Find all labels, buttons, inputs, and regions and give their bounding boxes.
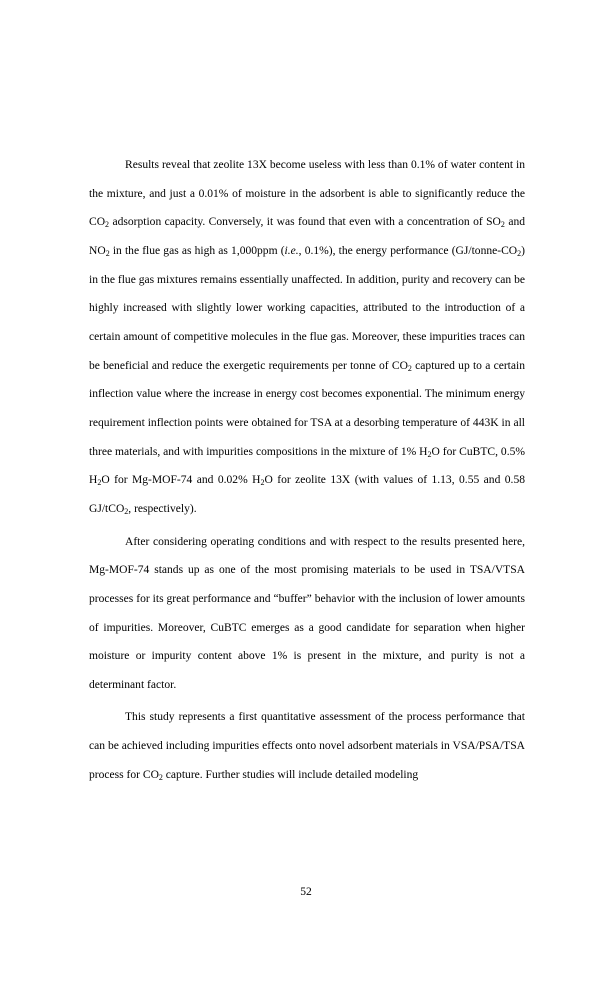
subscript: 2 (500, 220, 505, 230)
subscript: 2 (105, 220, 110, 230)
subscript: 2 (158, 772, 163, 782)
italic-text: i.e. (284, 244, 299, 257)
subscript: 2 (97, 478, 102, 488)
subscript: 2 (407, 363, 412, 373)
paragraph-conclusions: After considering operating conditions and with respect to the results presented here, Mg-MOF-74 stands up as one of the most promising materials to be used in TSA/VTSA processes for its great performance and “buffer” behavior with the inclusion of lower amounts of impurities. Moreover, CuBTC emerges as a good candidate for separation when higher moisture or impurity content above 1% is present in the mixture, and purity is not a determinant factor. (89, 535, 525, 691)
subscript: 2 (124, 506, 129, 516)
page-number: 52 (300, 886, 312, 898)
paragraph-outlook: This study represents a first quantitative assessment of the process performance that can be achieved including impurities effects onto novel adsorbent materials in VSA/PSA/TSA process for $CO_2$ capture. Further studies will include detailed modeling (89, 711, 525, 782)
subscript: 2 (260, 478, 265, 488)
subscript: 2 (427, 449, 432, 459)
paragraph-results: Results reveal that zeolite 13X become useless with less than 0.1% of water content in the mixture, and just a 0.01% of moisture in the adsorbent is able to significantly reduce the $CO_2$ adsorption capacity. Conversely, it was found that even with a concentration of $SO_2$ and $NO_2$ in the flue gas as high as 1,000ppm (i.e., 0.1%), the energy performance $(GJ/tonne-CO_2)$ in the flue gas mixtures remains essentially unaffected. In addition, purity and recovery can be highly increased with slightly lower working capacities, attributed to the introduction of a certain amount of competitive molecules in the flue gas. Moreover, these impurities traces can be beneficial and reduce the exergetic requirements per tonne of $CO_2$ captured up to a certain inflection value where the increase in energy cost becomes exponential. The minimum energy requirement inflection points were obtained for TSA at a desorbing temperature of 443K in all three materials, and with impurities compositions in the mixture of 1% $H_2O$ for CuBTC, 0.5% $H_2O$ for Mg-MOF-74 and 0.02% $H_2O$ for zeolite 13X (with values of 1.13, 0.55 and 0.58 GJ/tCO$_2$, respectively). (89, 159, 525, 516)
subscript: 2 (105, 248, 110, 258)
subscript: 2 (517, 248, 522, 258)
page-body (89, 151, 525, 789)
